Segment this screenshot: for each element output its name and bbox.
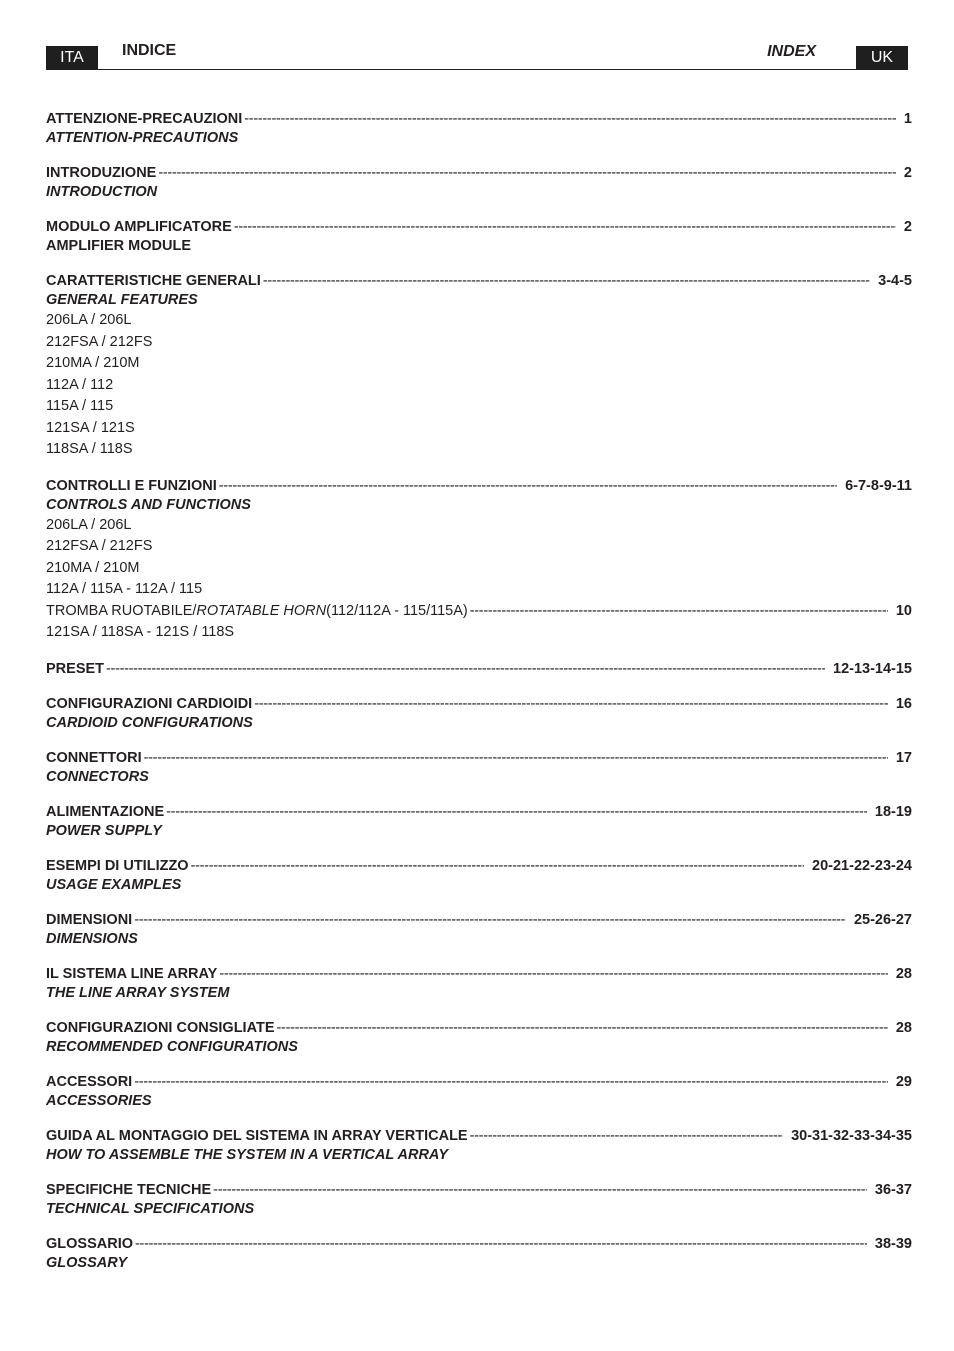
toc-row[interactable] (46, 965, 912, 984)
toc-page: 38-39 (874, 1235, 912, 1252)
toc-title-it: CONNETTORI (46, 749, 142, 766)
toc-entry-line-array (46, 965, 912, 1003)
horn-models: (112/112A - 115/115A) (326, 602, 468, 619)
toc-subitem: 112A / 115A - 112A / 115 (46, 581, 203, 597)
dot-leader (219, 477, 837, 496)
toc-row[interactable] (46, 911, 912, 930)
toc-subitem: 206LA / 206L (46, 516, 132, 533)
toc-page: 36-37 (874, 1181, 912, 1198)
toc-row[interactable] (46, 660, 912, 679)
horn-label-it: TROMBA RUOTABILE/ (46, 602, 197, 619)
dot-leader (134, 1073, 888, 1092)
toc-row[interactable] (46, 857, 912, 876)
dot-leader (106, 660, 825, 679)
toc-row[interactable] (46, 803, 912, 822)
toc-title-en: RECOMMENDED CONFIGURATIONS (46, 1038, 298, 1055)
header-title-en: INDEX (767, 43, 816, 60)
dot-leader (144, 749, 888, 768)
dot-leader (244, 110, 896, 129)
toc-title-en: CONTROLS AND FUNCTIONS (46, 496, 251, 513)
dot-leader (135, 1235, 867, 1254)
dot-leader (470, 1127, 783, 1146)
toc-page: 10 (895, 602, 912, 619)
toc-subitem: 210MA / 210M (46, 355, 140, 371)
dot-leader (277, 1019, 888, 1038)
toc-row[interactable] (46, 1127, 912, 1146)
toc-title-en: DIMENSIONS (46, 930, 138, 947)
toc-entry-power-supply (46, 803, 912, 841)
toc-title-it: PRESET (46, 660, 105, 677)
toc-title-en: ATTENTION-PRECAUTIONS (46, 130, 239, 146)
toc-row-rotatable-horn[interactable] (46, 601, 912, 623)
toc-title-en: THE LINE ARRAY SYSTEM (46, 984, 230, 1001)
toc-title-en: GLOSSARY (46, 1254, 128, 1271)
toc-entry-technical-specs (46, 1181, 912, 1219)
toc-page: 25-26-27 (853, 911, 912, 928)
toc-row[interactable] (46, 272, 912, 291)
toc-entry-usage-examples (46, 857, 912, 895)
toc-page: 30-31-32-33-34-35 (791, 1127, 912, 1144)
toc-title-en: AMPLIFIER MODULE (46, 238, 191, 254)
dot-leader (470, 601, 888, 620)
toc-subitem: 121SA / 121S (46, 419, 135, 436)
toc-title-it: SPECIFICHE TECNICHE (46, 1181, 212, 1198)
toc-title-en: INTRODUCTION (46, 184, 158, 200)
toc-title-en: TECHNICAL SPECIFICATIONS (46, 1200, 255, 1217)
toc-entry-attention (46, 110, 912, 148)
toc-title-it: DIMENSIONI (46, 911, 133, 928)
toc-subitem: 115A / 115 (46, 398, 114, 414)
toc-subitem: 210MA / 210M (46, 559, 140, 576)
toc-entry-accessories (46, 1073, 912, 1111)
toc-entry-amplifier (46, 218, 912, 256)
toc-title-it: ATTENZIONE-PRECAUZIONI (46, 111, 243, 127)
dot-leader (234, 218, 896, 237)
toc-page: 3-4-5 (878, 273, 912, 289)
dot-leader (134, 911, 846, 930)
toc-title-en: GENERAL FEATURES (46, 292, 198, 308)
table-of-contents (46, 110, 912, 1289)
toc-row[interactable] (46, 477, 912, 496)
toc-row[interactable] (46, 110, 912, 129)
toc-row[interactable] (46, 749, 912, 768)
toc-entry-dimensions (46, 911, 912, 949)
toc-page: 1 (903, 111, 912, 127)
toc-title-en: CONNECTORS (46, 768, 149, 785)
toc-page: 18-19 (874, 803, 912, 820)
toc-entry-general-features (46, 272, 912, 461)
lang-tag-uk: UK (856, 46, 908, 70)
toc-title-en: USAGE EXAMPLES (46, 876, 182, 893)
toc-row[interactable] (46, 1235, 912, 1254)
toc-page: 2 (903, 165, 912, 181)
toc-title-it: MODULO AMPLIFICATORE (46, 219, 232, 235)
toc-title-en: ACCESSORIES (46, 1092, 152, 1109)
toc-title-en: HOW TO ASSEMBLE THE SYSTEM IN A VERTICAL ARRAY (46, 1146, 448, 1163)
toc-page: 28 (895, 965, 912, 982)
toc-subitem: 206LA / 206L (46, 312, 132, 328)
toc-page: 20-21-22-23-24 (812, 857, 912, 874)
horn-label-en: ROTATABLE HORN (196, 602, 327, 619)
toc-row[interactable] (46, 1181, 912, 1200)
toc-page: 6-7-8-9-11 (845, 477, 912, 494)
toc-page: 2 (903, 219, 912, 235)
toc-title-it: ACCESSORI (46, 1073, 133, 1090)
dot-leader (254, 695, 888, 714)
toc-row[interactable] (46, 1073, 912, 1092)
toc-page: 12-13-14-15 (833, 660, 912, 677)
toc-title-it: CONTROLLI E FUNZIONI (46, 477, 217, 494)
toc-page: 28 (895, 1019, 912, 1036)
toc-subitem: 112A / 112 (46, 376, 114, 393)
toc-title-it: GLOSSARIO (46, 1235, 134, 1252)
dot-leader (191, 857, 804, 876)
toc-entry-glossary (46, 1235, 912, 1273)
header-rule (46, 69, 908, 70)
toc-subitem: 118SA / 118S (46, 441, 133, 457)
toc-entry-assembly-guide (46, 1127, 912, 1165)
toc-title-it: CONFIGURAZIONI CARDIOIDI (46, 695, 253, 712)
toc-entry-controls (46, 477, 912, 644)
toc-title-it: ESEMPI DI UTILIZZO (46, 857, 189, 874)
dot-leader (158, 164, 896, 183)
dot-leader (263, 272, 870, 291)
toc-title-en: POWER SUPPLY (46, 822, 162, 839)
toc-title-it: CARATTERISTICHE GENERALI (46, 273, 261, 289)
toc-title-it: ALIMENTAZIONE (46, 803, 165, 820)
toc-title-it: CONFIGURAZIONI CONSIGLIATE (46, 1019, 275, 1036)
dot-leader (219, 965, 888, 984)
toc-entry-introduction (46, 164, 912, 202)
toc-subitem: 212FSA / 212FS (46, 333, 153, 350)
toc-title-en: CARDIOID CONFIGURATIONS (46, 714, 253, 731)
toc-entry-cardioid (46, 695, 912, 733)
toc-entry-recommended-config (46, 1019, 912, 1057)
lang-tag-ita: ITA (46, 46, 98, 70)
toc-row[interactable] (46, 1019, 912, 1038)
header-title-it: INDICE (122, 42, 177, 59)
toc-row[interactable] (46, 218, 912, 237)
dot-leader (213, 1181, 867, 1200)
toc-title-it: GUIDA AL MONTAGGIO DEL SISTEMA IN ARRAY VERTICALE (46, 1127, 468, 1144)
toc-entry-preset (46, 660, 912, 679)
dot-leader (166, 803, 867, 822)
toc-page: 29 (895, 1073, 912, 1090)
toc-entry-connectors (46, 749, 912, 787)
toc-subitem: 121SA / 118SA - 121S / 118S (46, 624, 235, 640)
toc-row[interactable] (46, 164, 912, 183)
toc-page: 16 (895, 695, 912, 712)
toc-row[interactable] (46, 695, 912, 714)
toc-title-it: INTRODUZIONE (46, 165, 157, 181)
toc-subitem: 212FSA / 212FS (46, 538, 153, 554)
toc-page: 17 (895, 749, 912, 766)
toc-title-it: IL SISTEMA LINE ARRAY (46, 965, 218, 982)
